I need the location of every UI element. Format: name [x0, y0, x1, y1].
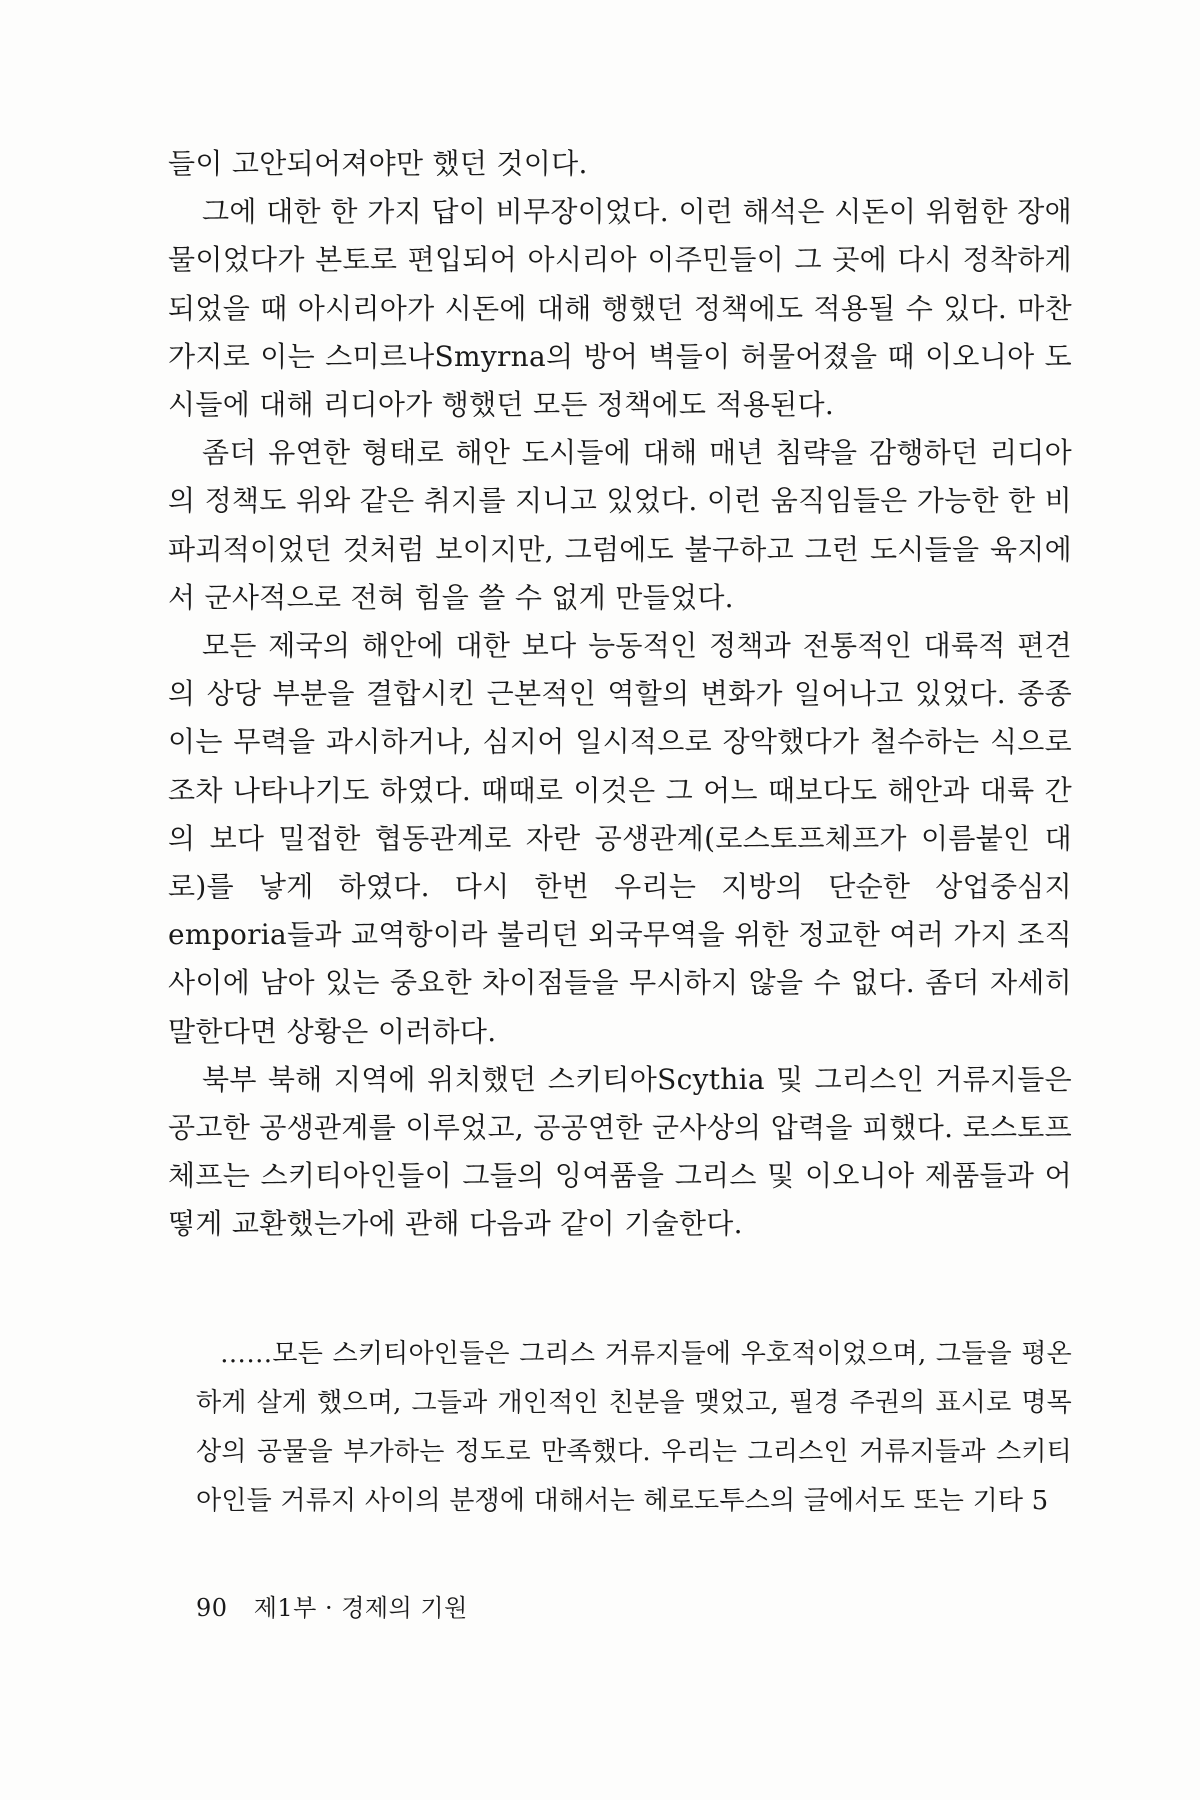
paragraph: 북부 북해 지역에 위치했던 스키티아Scythia 및 그리스인 거류지들은 공고한 공생관계를 이루었고, 공공연한 군사상의 압력을 피했다. 로스토프체프는 스키티아인들이 그들의 잉여품을 그리스 및 이오니아 제품들과 어떻게 교환했는가에 관해 다음과 같이 기술한다. [168, 1062, 1072, 1241]
paragraph: 좀더 유연한 형태로 해안 도시들에 대해 매년 침략을 감행하던 리디아의 정책도 위와 같은 취지를 지니고 있었다. 이런 움직임들은 가능한 한 비파괴적이었던 것처럼 보이지만, 그럼에도 불구하고 그런 도시들을 육지에서 군사적으로 전혀 힘을 쓸 수 없게 만들었다. [168, 436, 1072, 614]
body-text [168, 140, 1072, 1249]
page-footer [196, 1588, 468, 1623]
running-footer-section: 제1부 · 경제의 기원 [253, 1594, 468, 1622]
paragraph: 그에 대한 한 가지 답이 비무장이었다. 이런 해석은 시돈이 위험한 장애물이었다가 본토로 편입되어 아시리아 이주민들이 그 곳에 다시 정착하게 되었을 때 아시리아가 시돈에 대해 행했던 정책에도 적용될 수 있다. 마찬가지로 이는 스미르나Smyrna의 방어 벽들이 허물어졌을 때 이오니아 도시들에 대해 리디아가 행했던 모든 정책에도 적용된다. [168, 195, 1072, 422]
page-number: 90 [196, 1594, 228, 1622]
block-quote [196, 1330, 1072, 1526]
block-quote-text: ……모든 스키티아인들은 그리스 거류지들에 우호적이었으며, 그들을 평온하게 살게 했으며, 그들과 개인적인 친분을 맺었고, 필경 주권의 표시로 명목상의 공물을 부가하는 정도로 만족했다. 우리는 그리스인 거류지들과 스키티아인들 거류지 사이의 분쟁에 대해서는 헤로도투스의 글에서도 또는 기타 5 [196, 1339, 1072, 1516]
paragraph-continuation: 들이 고안되어져야만 했던 것이다. [168, 147, 588, 180]
paragraph: 모든 제국의 해안에 대한 보다 능동적인 정책과 전통적인 대륙적 편견의 상당 부분을 결합시킨 근본적인 역할의 변화가 일어나고 있었다. 종종 이는 무력을 과시하거나, 심지어 일시적으로 장악했다가 철수하는 식으로조차 나타나기도 하였다. 때때로 이것은 그 어느 때보다도 해안과 대륙 간의 보다 밀접한 협동관계로 자란 공생관계(로스토프체프가 이름붙인 대로)를 낳게 하였다. 다시 한번 우리는 지방의 단순한 상업중심지 emporia들과 교역항이라 불리던 외국무역을 위한 정교한 여러 가지 조직 사이에 남아 있는 중요한 차이점들을 무시하지 않을 수 없다. 좀더 자세히 말한다면 상황은 이러하다. [168, 629, 1072, 1048]
